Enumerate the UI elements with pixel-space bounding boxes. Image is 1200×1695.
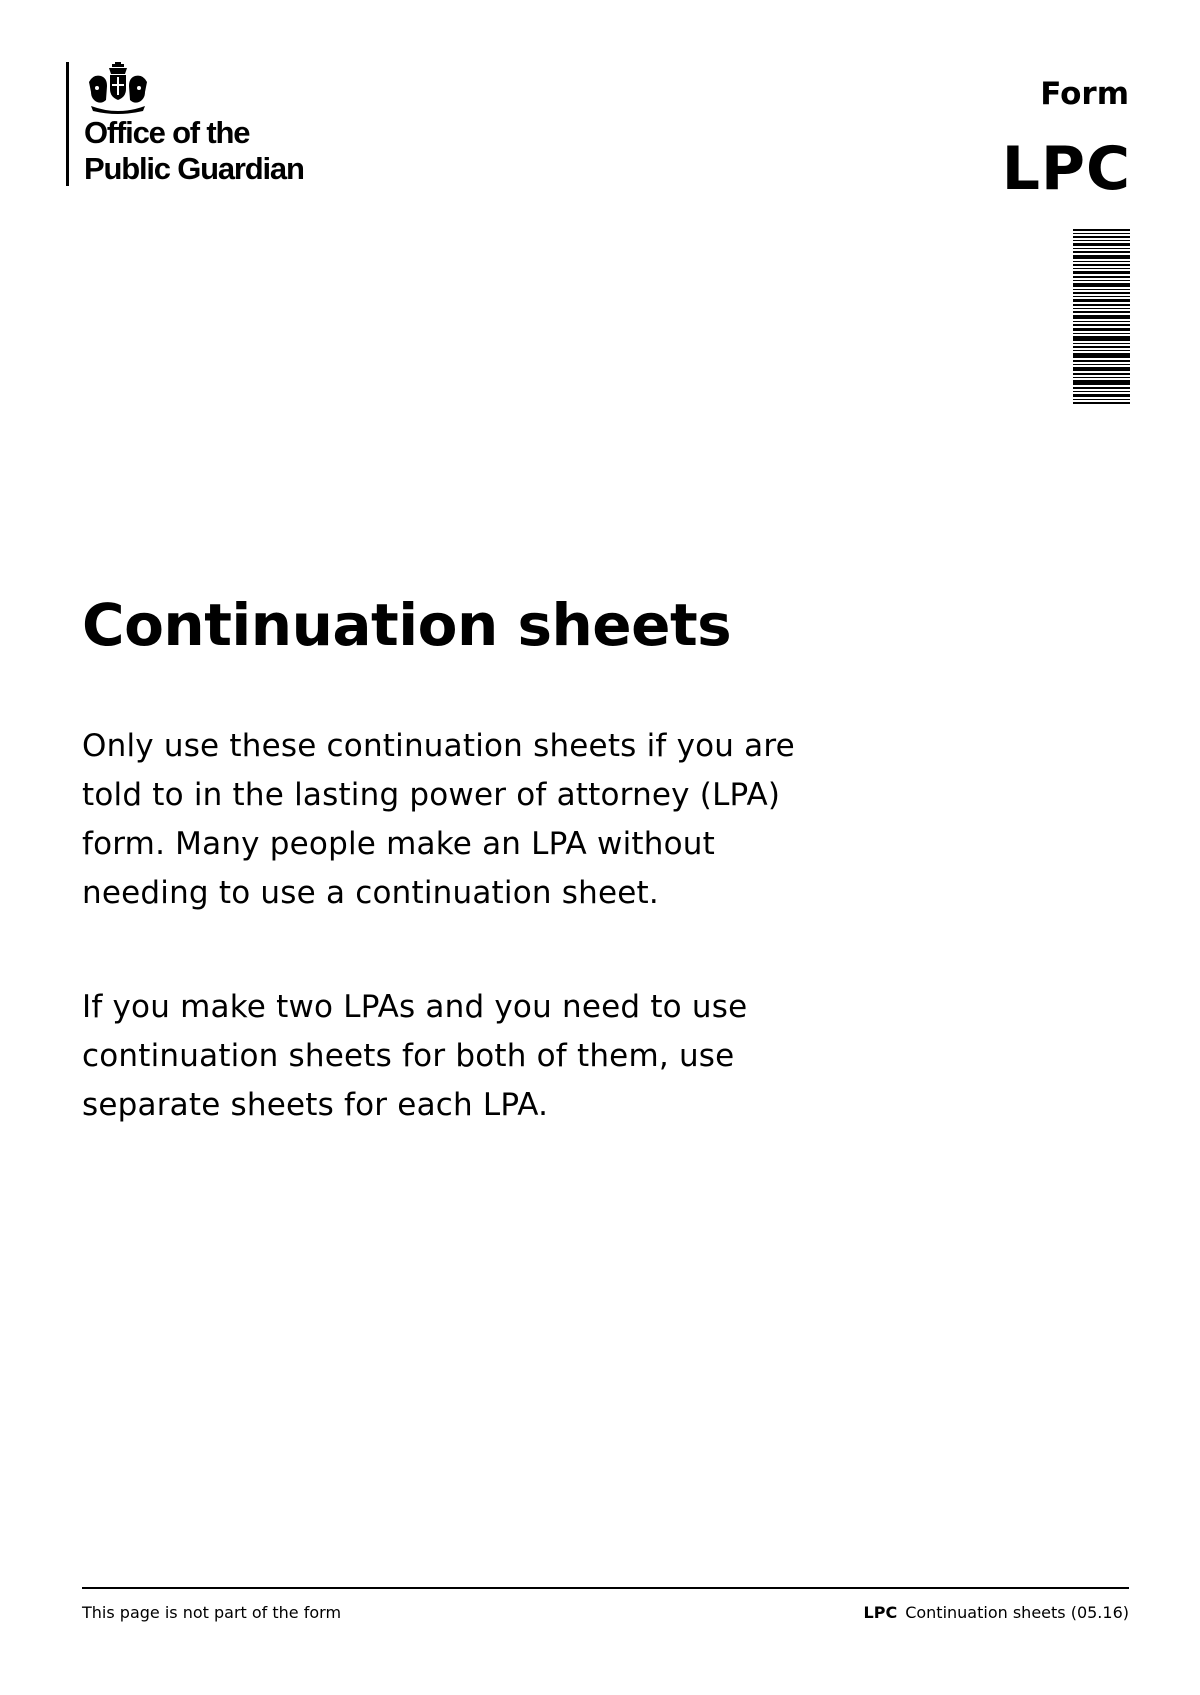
barcode-icon [1073,229,1130,404]
organisation-name-line-1: Office of the [84,115,250,150]
office-of-the-public-guardian-logo [66,62,366,186]
footer-note: This page is not part of the form [82,1603,342,1622]
royal-coat-of-arms-icon [85,62,151,114]
page-title: Continuation sheets [82,591,732,659]
form-code: LPC [1001,134,1131,204]
intro-paragraph: Only use these continuation sheets if you are told to in the lasting power of attorney (LPA) form. Many people make an LPA without needing to use a continuation sheet. [82,728,795,911]
footer-divider [82,1587,1129,1589]
form-label: Form [1040,76,1129,112]
footer-form-reference [864,1603,1129,1623]
organisation-name-line-2: Public Guardian [84,151,304,186]
footer-form-title: Continuation sheets (05.16) [905,1603,1129,1622]
two-lpas-paragraph: If you make two LPAs and you need to use continuation sheets for both of them, use separate sheets for each LPA. [82,989,748,1123]
footer-form-code: LPC [863,1603,898,1622]
